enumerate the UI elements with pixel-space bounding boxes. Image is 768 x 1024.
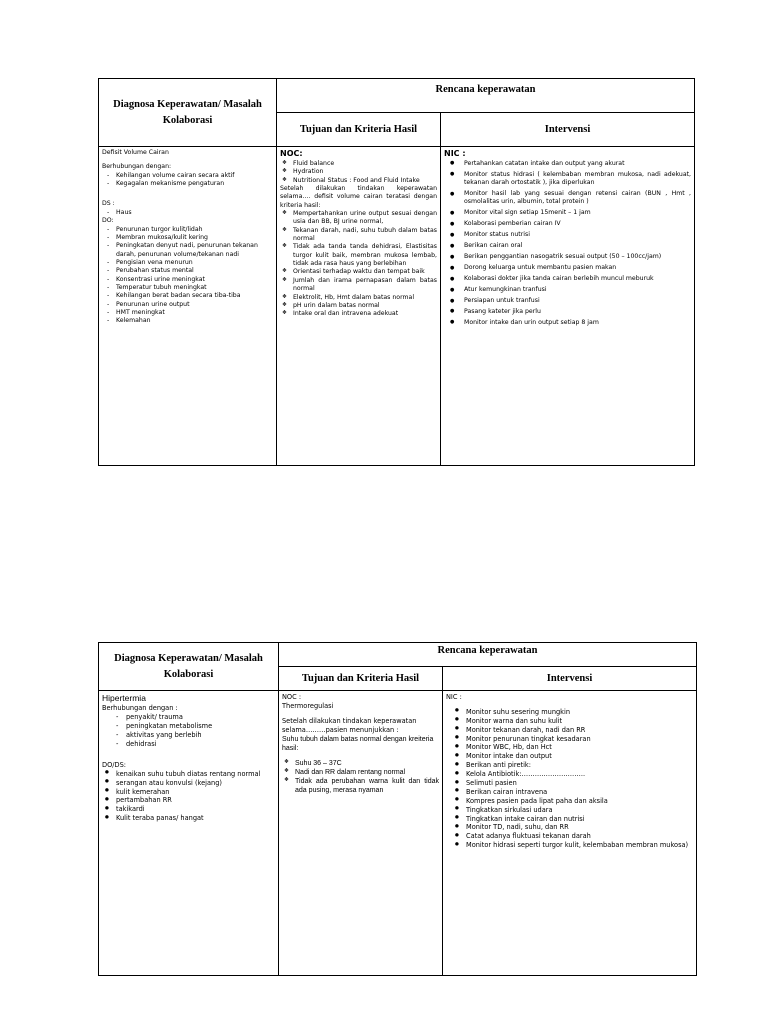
list-item: ❖ Mempertahankan urine output sesuai dengan usia dan BB, BJ urine normal, — [280, 210, 437, 227]
header-tujuan — [277, 113, 441, 147]
list-item: ❖ Nadi dan RR dalam rentang normal — [282, 768, 439, 777]
list-item: ● Monitor intake dan urin output setiap 8 jam — [444, 319, 691, 327]
list-item: - Haus — [102, 209, 273, 217]
noc-paragraph-2: Suhu tubuh dalam batas normal dengan kreiteria hasil: — [282, 735, 434, 752]
nursing-plan-table-2 — [98, 642, 697, 976]
dods-list — [102, 770, 275, 823]
list-item: - Temperatur tubuh meningkat — [102, 284, 273, 292]
header-intervensi — [441, 113, 695, 147]
list-item: ● Berikan penggantian nasogatrik sesuai output (50 – 100cc/jam) — [444, 253, 691, 261]
nic-cell — [441, 147, 695, 466]
list-item: ❖ Intake oral dan intravena adekuat — [280, 310, 437, 318]
list-item: ❖ Tekanan darah, nadi, suhu tubuh dalam batas normal — [280, 227, 437, 244]
list-item: ● Tingkatkan intake cairan dan nutrisi — [452, 815, 693, 824]
nursing-plan-table-1 — [98, 78, 695, 466]
list-item: ● serangan atau konvulsi (kejang) — [102, 779, 275, 788]
list-item: - Kegagalan mekanisme pengaturan — [102, 180, 273, 188]
list-item: ● kenaikan suhu tubuh diatas rentang normal — [102, 770, 275, 779]
related-list — [102, 172, 273, 189]
header-rencana — [279, 643, 697, 667]
list-item: ❖ Jumlah dan irama pernapasan dalam batas normal — [280, 277, 437, 294]
noc-cell — [279, 691, 443, 976]
list-item: - peningkatan metabolisme — [102, 722, 275, 731]
header-diagnosa — [99, 643, 279, 691]
list-item: ● Kelola Antibiotik:……………………….. — [452, 770, 693, 779]
noc-paragraph: Setelah dilakukan tindakan keperawatan selama…. defisit volume cairan teratasi dengan kriteria hasil: — [280, 184, 437, 209]
list-item: ● Monitor vital sign setiap 15menit – 1 jam — [444, 209, 691, 217]
list-item: ❖ Elektrolit, Hb, Hmt dalam batas normal — [280, 294, 437, 302]
list-item: ● Dorong keluarga untuk membantu pasien makan — [444, 264, 691, 272]
nic-title: NIC : — [444, 149, 466, 158]
nic-title: NIC : — [446, 693, 462, 701]
list-item: ❖ Tidak ada perubahan warna kulit dan tidak ada pusing, merasa nyaman — [282, 777, 439, 795]
list-item: - Kehilangan volume cairan secara aktif — [102, 172, 273, 180]
list-item: ● Kulit teraba panas/ hangat — [102, 814, 275, 823]
list-item: - Konsentrasi urine meningkat — [102, 276, 273, 284]
list-item: ● Monitor hasil lab yang sesuai dengan retensi cairan (BUN , Hmt , osmolalitas urin, albumin, total protein ) — [444, 190, 691, 207]
header-diagnosa-text: Diagnosa Keperawatan/ Masalah Kolaborasi — [114, 653, 263, 680]
do-label: DO: — [102, 217, 114, 225]
ds-list — [102, 209, 273, 217]
list-item: - Penurunan urine output — [102, 301, 273, 309]
list-item: ● Monitor status nutrisi — [444, 231, 691, 239]
list-item: - aktivitas yang berlebih — [102, 731, 275, 740]
header-diagnosa-text: Diagnosa Keperawatan/ Masalah Kolaborasi — [113, 99, 262, 126]
list-item: ● Tingkatkan sirkulasi udara — [452, 806, 693, 815]
header-intervensi-text: Intervensi — [544, 124, 591, 135]
list-item: ● Catat adanya fluktuasi tekanan darah — [452, 832, 693, 841]
noc-list-a — [280, 160, 437, 185]
list-item: ● takikardi — [102, 805, 275, 814]
noc-title: NOC : — [282, 693, 302, 701]
list-item: ● Pertahankan catatan intake dan output yang akurat — [444, 160, 691, 168]
header-rencana — [277, 79, 695, 113]
diagnosis-cell — [99, 147, 277, 466]
noc-subtitle: Thermoregulasi — [282, 701, 334, 710]
nic-list — [446, 708, 693, 850]
related-label: Berhubungan dengan : — [102, 704, 178, 713]
ds-label: DS : — [102, 200, 115, 208]
list-item: ● pertambahan RR — [102, 796, 275, 805]
noc-paragraph: Setelah dilakukan tindakan keperawatan selama………pasien menunjukkan : — [282, 716, 417, 734]
do-list — [102, 226, 273, 326]
diagnosis-title: Defisit Volume Cairan — [102, 149, 169, 156]
list-item: - Pengisian vena menurun — [102, 259, 273, 267]
noc-list — [282, 759, 439, 795]
list-item: ● Monitor hidrasi seperti turgor kulit, kelembaban membran mukosa) — [452, 841, 693, 850]
list-item: - penyakit/ trauma — [102, 713, 275, 722]
header-tujuan-text: Tujuan dan Kriteria Hasil — [301, 673, 420, 684]
header-rencana-text: Rencana keperawatan — [435, 84, 536, 95]
header-tujuan-text: Tujuan dan Kriteria Hasil — [299, 124, 418, 135]
noc-cell — [277, 147, 441, 466]
list-item: ● Monitor status hidrasi ( kelembaban membran mukosa, nadi adekuat, tekanan darah ortostatik ), jika diperlukan — [444, 171, 691, 188]
noc-title: NOC: — [280, 149, 303, 158]
list-item: ● Monitor penurunan tingkat kesadaran — [452, 735, 693, 744]
list-item: - HMT meningkat — [102, 309, 273, 317]
list-item: ● Monitor TD, nadi, suhu, dan RR — [452, 823, 693, 832]
list-item: ● Monitor suhu sesering mungkin — [452, 708, 693, 717]
header-diagnosa — [99, 79, 277, 147]
list-item: ❖ Suhu 36 – 37C — [282, 759, 439, 768]
list-item: ● Atur kemungkinan tranfusi — [444, 286, 691, 294]
header-intervensi-text: Intervensi — [546, 673, 593, 684]
list-item: ● Monitor intake dan output — [452, 752, 693, 761]
list-item: ❖ Hydration — [280, 168, 437, 176]
header-tujuan — [279, 667, 443, 691]
list-item: ❖ Orientasi terhadap waktu dan tempat baik — [280, 268, 437, 276]
dods-label: DO/DS: — [102, 760, 126, 769]
list-item: - Kehilangan berat badan secara tiba-tiba — [102, 292, 273, 300]
related-list — [102, 713, 275, 749]
list-item: ● Kolaborasi pemberian cairan IV — [444, 220, 691, 228]
list-item: ❖ Nutritional Status : Food and Fluid Intake — [280, 177, 437, 185]
list-item: ● Monitor warna dan suhu kulit — [452, 717, 693, 726]
list-item: ● Monitor WBC, Hb, dan Hct — [452, 743, 693, 752]
list-item: - Peningkatan denyut nadi, penurunan tekanan darah, penurunan volume/tekanan nadi — [102, 242, 273, 259]
diagnosis-cell — [99, 691, 279, 976]
list-item: ❖ pH urin dalam batas normal — [280, 302, 437, 310]
list-item: ● Berikan cairan intravena — [452, 788, 693, 797]
list-item: - Membran mukosa/kulit kering — [102, 234, 273, 242]
list-item: - Penurunan turgor kulit/lidah — [102, 226, 273, 234]
related-label: Berhubungan dengan: — [102, 163, 172, 171]
list-item: ● kulit kemerahan — [102, 788, 275, 797]
list-item: ● Selimuti pasien — [452, 779, 693, 788]
list-item: ❖ Tidak ada tanda tanda dehidrasi, Elastisitas turgor kulit baik, membran mukosa lembab, tidak ada rasa haus yang berlebihan — [280, 243, 437, 268]
header-rencana-text: Rencana keperawatan — [437, 645, 538, 656]
list-item: ● Persiapan untuk tranfusi — [444, 297, 691, 305]
list-item: ● Kompres pasien pada lipat paha dan aksila — [452, 797, 693, 806]
list-item: ❖ Fluid balance — [280, 160, 437, 168]
list-item: ● Kolaborasi dokter jika tanda cairan berlebih muncul meburuk — [444, 275, 691, 283]
nic-cell — [443, 691, 697, 976]
noc-list-b — [280, 210, 437, 319]
list-item: ● Monitor tekanan darah, nadi dan RR — [452, 726, 693, 735]
list-item: ● Berikan cairan oral — [444, 242, 691, 250]
list-item: - Kelemahan — [102, 317, 273, 325]
list-item: ● Berikan anti piretik: — [452, 761, 693, 770]
diagnosis-title: Hipertermia — [102, 693, 146, 703]
nic-list — [444, 160, 691, 327]
list-item: - dehidrasi — [102, 740, 275, 749]
list-item: ● Pasang kateter jika perlu — [444, 308, 691, 316]
header-intervensi — [443, 667, 697, 691]
list-item: - Perubahan status mental — [102, 267, 273, 275]
